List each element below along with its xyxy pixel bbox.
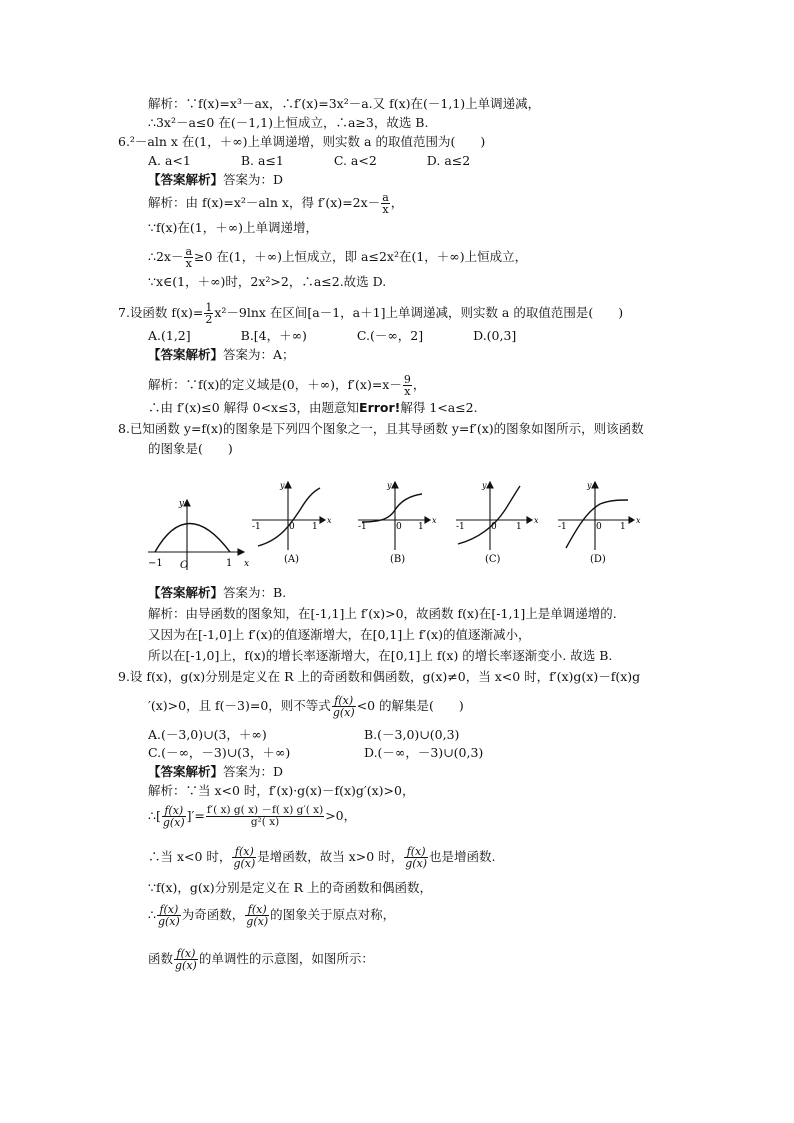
text: ∴当 x<0 时， <box>148 849 232 864</box>
denominator: g(x) <box>246 915 269 928</box>
q8-figure <box>140 470 650 580</box>
text: ， <box>390 195 404 210</box>
q8-solution-2: 又因为在[-1,0]上 f′(x)的值逐渐增大，在[0,1]上 f′(x)的值逐渐减小， <box>148 627 531 642</box>
q6-solution-4: ∵x∈(1，＋∞)时，2x²>2，∴a≤2.故选 D. <box>148 274 387 289</box>
graph-C-pos1: 1 <box>516 522 522 532</box>
q6-options: A. a<1 B. a≤1 C. a<2 D. a≤2 <box>148 153 471 168</box>
denominator: g(x) <box>157 915 180 928</box>
text: x²－9lnx 在区间[a－1，a＋1]上单调递减，则实数 a 的取值范围是( ) <box>214 305 624 320</box>
q9-answer <box>148 764 283 780</box>
text: <0 的解集是( ) <box>356 698 464 713</box>
numerator: f′( x) g( x) －f( x) g′( x) <box>206 804 324 816</box>
q9-option-B: B.(－3,0)∪(0,3) <box>364 727 460 742</box>
graph-A-y: y <box>280 481 285 490</box>
graph-D-zero: 0 <box>596 522 602 532</box>
text: 的图象关于原点对称， <box>270 907 396 922</box>
q5-solution-line2: ∴3x²－a≤0 在(－1,1)上恒成立，∴a≥3，故选 B. <box>148 115 429 130</box>
origin-label: O <box>180 560 189 571</box>
text: 是增函数，故当 x>0 时， <box>257 849 404 864</box>
graph-D-pos1: 1 <box>620 522 626 532</box>
q7-stem <box>118 302 623 325</box>
fraction-9-over-x <box>403 374 412 397</box>
q5-solution-line1: 解析：∵f(x)=x³－ax，∴f′(x)=3x²－a.又 f(x)在(－1,1)上单调递减， <box>148 96 541 111</box>
denominator: g²( x) <box>250 816 280 828</box>
q8-solution-1: 解析：由导函数的图象知，在[-1,1]上 f′(x)>0，故函数 f(x)在[-1,1]上是单调递增的. <box>148 606 617 621</box>
denominator: g(x) <box>332 706 355 719</box>
q9-option-D: D.(－∞，－3)∪(0,3) <box>364 745 484 760</box>
numerator: f(x) <box>157 904 181 916</box>
axis-x-label: x <box>244 559 250 569</box>
fraction-fx-over-gx <box>232 846 256 869</box>
answer-label: 【答案解析】 <box>148 347 224 362</box>
graph-B-pos1: 1 <box>418 522 424 532</box>
graph-B-zero: 0 <box>396 522 402 532</box>
text: ′(x)>0，且 f(－3)=0，则不等式 <box>148 698 331 713</box>
answer-text: 答案为：D <box>223 172 284 187</box>
text: 解析：∵f(x)的定义域是(0，＋∞)，f′(x)=x－ <box>148 377 402 392</box>
answer-label: 【答案解析】 <box>148 764 224 779</box>
q9-solution-3 <box>148 846 496 869</box>
q9-solution-6 <box>148 948 374 971</box>
text: ∴由 f′(x)≤0 解得 0<x≤3，由题意知 <box>148 400 360 415</box>
numerator: f(x) <box>332 695 356 707</box>
answer-label: 【答案解析】 <box>148 585 224 600</box>
q7-solution-2 <box>148 400 478 416</box>
fraction-a-over-x <box>184 246 193 269</box>
graph-C-label: (C) <box>485 554 501 565</box>
graph-B-y: y <box>387 481 392 490</box>
numerator: f(x) <box>162 805 186 817</box>
text: 函数 <box>148 951 174 966</box>
answer-text: 答案为：D <box>223 764 284 779</box>
text: ]′= <box>186 808 205 823</box>
denominator: 2 <box>205 313 213 326</box>
q9-stem-1: 9.设 f(x)，g(x)分别是定义在 R 上的奇函数和偶函数，g(x)≠0，当 x<0 时，f′(x)g(x)－f(x)g <box>118 669 641 684</box>
q8-stem-2: 的图象是( ) <box>148 441 233 456</box>
fraction-fx-over-gx <box>245 904 269 927</box>
denominator: g(x) <box>405 857 428 870</box>
fraction-fx-over-gx <box>174 948 198 971</box>
tick-neg1: −1 <box>148 558 163 569</box>
q9-solution-4: ∵f(x)，g(x)分别是定义在 R 上的奇函数和偶函数， <box>148 880 433 895</box>
q7-options: A.(1,2] B.[4，＋∞) C.(－∞，2] D.(0,3] <box>148 328 517 343</box>
fraction-fx-over-gx <box>332 695 356 718</box>
graph-D-label: (D) <box>590 554 606 565</box>
graph-B-x: x <box>432 516 437 525</box>
graph-B <box>358 482 430 550</box>
denominator: g(x) <box>162 816 185 829</box>
error-text: Error! <box>359 400 401 415</box>
answer-text: 答案为：A； <box>223 347 295 362</box>
text: ∴ <box>148 907 156 922</box>
graph-C <box>456 482 532 550</box>
denominator: g(x) <box>233 857 256 870</box>
q7-answer <box>148 347 295 363</box>
q9-stem-2 <box>148 695 464 718</box>
numerator: 9 <box>403 373 411 386</box>
numerator: f(x) <box>232 846 256 858</box>
q8-solution-3: 所以在[-1,0]上，f(x)的增长率逐渐增大，在[0,1]上 f(x) 的增长率逐渐变小. 故选 B. <box>148 648 613 663</box>
tick-1: 1 <box>226 558 233 569</box>
graph-D-x: x <box>636 516 641 525</box>
answer-label: 【答案解析】 <box>148 172 224 187</box>
graph-A-label: (A) <box>284 554 300 565</box>
text: ≥0 在(1，＋∞)上恒成立，即 a≤2x²在(1，＋∞)上恒成立， <box>194 249 528 264</box>
q6-stem: 6.²－aln x 在(1，＋∞)上单调递增，则实数 a 的取值范围为( ) <box>118 134 486 149</box>
graph-D <box>558 482 634 550</box>
numerator: f(x) <box>174 948 198 960</box>
q9-solution-1: 解析：∵当 x<0 时，f′(x)·g(x)－f(x)g′(x)>0， <box>148 783 415 798</box>
text: 为奇函数， <box>181 907 245 922</box>
fraction-fx-over-gx <box>157 904 181 927</box>
graph-D-neg1: -1 <box>558 522 567 532</box>
graph-C-zero: 0 <box>491 522 497 532</box>
fraction-derivative-quotient <box>206 805 324 828</box>
text: 解得 1<a≤2. <box>400 400 478 415</box>
text: ∴[ <box>148 808 161 823</box>
graph-C-y: y <box>482 481 487 490</box>
text: 解析：由 f(x)=x²－aln x，得 f′(x)=2x－ <box>148 195 381 210</box>
fraction-a-over-x <box>381 192 390 215</box>
graph-A-x: x <box>327 516 332 525</box>
denominator: g(x) <box>175 959 197 972</box>
q9-solution-5 <box>148 904 395 927</box>
q8-stem-1: 8.已知函数 y=f(x)的图象是下列四个图象之一，且其导函数 y=f′(x)的图象如图所示，则该函数 <box>118 421 644 436</box>
numerator: f(x) <box>245 904 269 916</box>
q9-option-A: A.(－3,0)∪(3，＋∞) <box>148 727 267 742</box>
numerator: 1 <box>205 301 213 314</box>
q6-solution-2: ∵f(x)在(1，＋∞)上单调递增， <box>148 220 319 235</box>
denominator: x <box>185 257 192 270</box>
text: >0， <box>325 808 357 823</box>
q6-answer <box>148 172 283 188</box>
q7-solution-1 <box>148 374 425 397</box>
graph-B-label: (B) <box>390 554 406 565</box>
q6-solution-3 <box>148 246 527 269</box>
answer-text: 答案为：B. <box>223 585 287 600</box>
fraction-fx-over-gx <box>404 846 428 869</box>
graph-A-zero: 0 <box>289 522 295 532</box>
graph-B-neg1: -1 <box>358 522 367 532</box>
denominator: x <box>404 385 411 398</box>
fraction-one-half <box>204 302 213 325</box>
text: 7.设函数 f(x)= <box>118 305 204 320</box>
graph-C-neg1: -1 <box>456 522 465 532</box>
q6-solution-1 <box>148 192 403 215</box>
graph-C-x: x <box>534 516 539 525</box>
denominator: x <box>382 203 389 216</box>
graph-A-pos1: 1 <box>312 522 318 532</box>
graph-A <box>252 482 325 550</box>
text: 的单调性的示意图，如图所示： <box>198 951 374 966</box>
text: 也是增函数. <box>429 849 496 864</box>
axis-y-label: y <box>178 499 184 509</box>
numerator: a <box>382 191 389 204</box>
text: ∴2x－ <box>148 249 184 264</box>
fraction-fx-over-gx <box>162 805 186 828</box>
q9-option-C: C.(－∞，－3)∪(3，＋∞) <box>148 745 291 760</box>
q9-solution-2 <box>148 805 356 828</box>
text: ， <box>412 377 426 392</box>
graph-A-neg1: -1 <box>252 522 261 532</box>
graph-D-y: y <box>587 481 592 490</box>
q8-answer <box>148 585 286 601</box>
numerator: f(x) <box>404 846 428 858</box>
numerator: a <box>185 245 193 258</box>
